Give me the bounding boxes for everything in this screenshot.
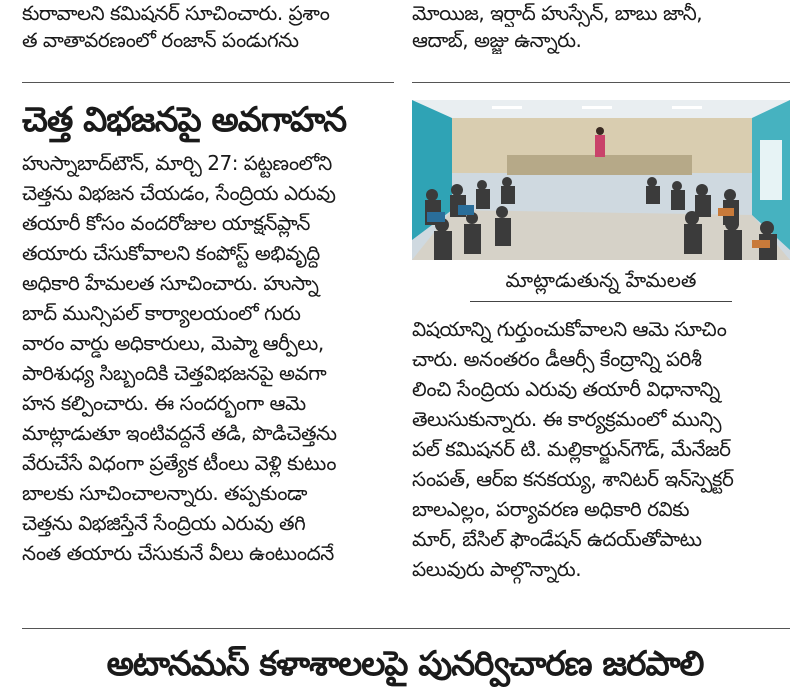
caption-underline (470, 301, 732, 302)
next-article-headline: అటానమస్ కళాశాలలపై పునర్విచారణ జరపాలి (106, 644, 704, 684)
article-body-right (412, 314, 790, 584)
text-line: బాలకు సూచించాలన్నారు. తప్పకుండా (22, 481, 307, 505)
text-line: త వాతావరణంలో రంజాన్ పండుగను (22, 28, 299, 52)
text-line: బాద్ మున్సిపల్ కార్యాలయంలో గురు (22, 301, 301, 325)
text-line: వారం వార్డు అధికారులు, మెప్మా ఆర్పీలు, (22, 331, 324, 355)
article-headline: చెత్త విభజనపై అవగాహన (22, 100, 347, 140)
top-right-continuation (412, 0, 784, 54)
text-line: విషయాన్ని గుర్తుంచుకోవాలని ఆమె సూచిం (412, 317, 727, 341)
top-right-divider (412, 82, 790, 83)
article-photo (412, 100, 790, 260)
text-line: హుస్నాబాద్‌టౌన్, మార్చి 27: పట్టణంలోని (22, 151, 332, 175)
text-line: పల్ కమిషనర్ టి. మల్లికార్జున్‌గౌడ్, మేనేజర్ (412, 437, 731, 461)
photo-caption: మాట్లాడుతున్న హేమలత (505, 268, 697, 292)
text-line: నంత తయారు చేసుకునే వీలు ఉంటుందనే (22, 541, 334, 565)
text-line: మోయిజ, ఇర్షాద్ హుస్సేన్, బాబు జానీ, (412, 1, 703, 25)
text-line: లించి సేంద్రియ ఎరువు తయారీ విధానాన్ని (412, 377, 720, 401)
bottom-divider (22, 628, 790, 629)
text-line: తయారీ కోసం వందరోజుల యాక్షన్‌ప్లాన్ (22, 211, 310, 235)
text-line: అధికారి హేమలత సూచించారు. హుస్నా (22, 271, 319, 295)
text-line: చారు. అనంతరం డీఆర్సీ కేంద్రాన్ని పరిశీ (412, 347, 702, 371)
meeting-hall-photo (412, 100, 790, 260)
text-line: సంపత్, ఆర్ఐ కనకయ్య, శానిటర్ ఇన్‌స్పెక్టర్ (412, 467, 734, 491)
text-line: హన కల్పించారు. ఈ సందర్భంగా ఆమె (22, 391, 306, 415)
text-line: తయారు చేసుకోవాలని కంపోస్ట్ అభివృద్ధి (22, 241, 320, 265)
text-line: చెత్తను విభజిస్తేనే సేంద్రియ ఎరువు తగి (22, 511, 306, 535)
article-body-left (22, 148, 397, 568)
text-line: పారిశుధ్య సిబ్బందికి చెత్తవిభజనపై అవగా (22, 361, 327, 385)
top-left-continuation (22, 0, 394, 54)
text-line: పలువురు పాల్గొన్నారు. (412, 557, 582, 581)
text-line: తెలుసుకున్నారు. ఈ కార్యక్రమంలో మున్సి (412, 407, 721, 431)
text-line: చెత్తను విభజన చేయడం, సేంద్రియ ఎరువు (22, 181, 336, 205)
text-line: మాట్లాడుతూ ఇంటివద్దనే తడి, పొడిచెత్తను (22, 421, 337, 445)
text-line: కురావాలని కమిషనర్ సూచించారు. ప్రశాం (22, 1, 330, 25)
text-line: బాలఎల్లం, పర్యావరణ అధికారి రవికు (412, 497, 690, 521)
text-line: మార్, బేసిల్ ఫౌండేషన్ ఉదయ్‌తోపాటు (412, 527, 702, 551)
text-line: వేరుచేసే విధంగా ప్రత్యేక టీంలు వెళ్లి కుటుం (22, 451, 336, 475)
text-line: ఆదాబ్, అజ్జు ఉన్నారు. (412, 28, 582, 52)
top-left-divider (22, 82, 394, 83)
